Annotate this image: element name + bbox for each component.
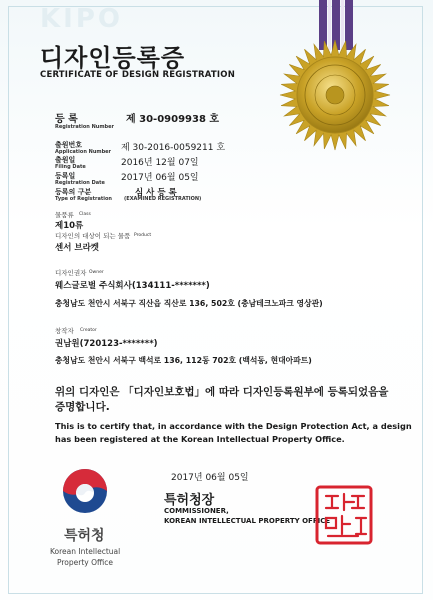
- product-label: 디자인의 대상이 되는 물품: [55, 232, 131, 240]
- owner-name: 웨스글로벌 주식회사(134111-*******): [55, 281, 210, 291]
- logo-name-en-2: Property Office: [57, 558, 114, 567]
- creator-label: 창작자: [55, 327, 74, 335]
- registration-label: 등 록: [55, 114, 78, 125]
- reg-type-label: 등록의 구분: [55, 188, 92, 196]
- certificate-subtitle: CERTIFICATE OF DESIGN REGISTRATION: [40, 70, 236, 80]
- class-label: 물품류: [55, 211, 74, 219]
- registration-type: 심 사 등 록: [135, 188, 177, 198]
- statement-en-line-1: This is to certify that, in accordance with the Design Protection Act, a design: [55, 421, 412, 431]
- filing-label-en: Filing Date: [55, 164, 86, 170]
- filing-date: 2016년 12월 07일: [121, 158, 199, 168]
- creator-name: 권남원(720123-*******): [55, 339, 158, 349]
- registration-number: 제 30-0909938 호: [126, 114, 220, 125]
- commissioner-office-en: KOREAN INTELLECTUAL PROPERTY OFFICE: [164, 517, 331, 525]
- statement-en-line-2: has been registered at the Korean Intellectual Property Office.: [55, 434, 345, 444]
- class-value: 제10류: [55, 221, 84, 231]
- owner-address: 충청남도 천안시 서북구 직산읍 직산로 136, 502호 (충남테크노파크 영상관): [55, 299, 323, 308]
- registration-type-en: (EXAMINED REGISTRATION): [124, 196, 202, 202]
- reg-date-label: 등록일: [55, 172, 76, 180]
- reg-date-label-en: Registration Date: [55, 180, 105, 186]
- owner-label: 디자인권자: [55, 269, 87, 277]
- filing-label: 출원일: [55, 156, 76, 164]
- class-label-en: Class: [79, 212, 91, 217]
- watermark-text: KIPO: [40, 4, 123, 34]
- commissioner-title-en: COMMISSIONER,: [164, 507, 229, 515]
- kipo-logo-icon: [60, 466, 110, 516]
- official-stamp-icon: [314, 484, 374, 546]
- gold-seal-icon: [275, 35, 395, 155]
- logo-name-en-1: Korean Intellectual: [50, 547, 121, 556]
- issue-date: 2017년 06월 05일: [171, 473, 249, 483]
- application-number: 제 30-2016-0059211 호: [121, 143, 226, 153]
- owner-label-en: Owner: [89, 270, 104, 275]
- certificate-title: 디자인등록증: [40, 44, 186, 72]
- statement-ko-line-2: 증명합니다.: [55, 401, 110, 413]
- application-label: 출원번호: [55, 141, 83, 149]
- logo-name-ko: 특허청: [64, 528, 105, 544]
- product-value: 센서 브라켓: [55, 243, 100, 253]
- statement-ko-line-1: 위의 디자인은 「디자인보호법」에 따라 디자인등록원부에 등록되었음을: [55, 386, 389, 398]
- creator-address: 충청남도 천안시 서북구 백석로 136, 112동 702호 (백석동, 현대아파트): [55, 356, 312, 365]
- application-label-en: Application Number: [55, 149, 112, 155]
- reg-type-label-en: Type of Registration: [55, 196, 112, 202]
- commissioner-title-ko: 특허청장: [164, 493, 215, 508]
- registration-date: 2017년 06월 05일: [121, 173, 199, 183]
- creator-label-en: Creator: [80, 328, 97, 333]
- product-label-en: Product: [134, 233, 152, 238]
- registration-label-en: Registration Number: [55, 124, 114, 130]
